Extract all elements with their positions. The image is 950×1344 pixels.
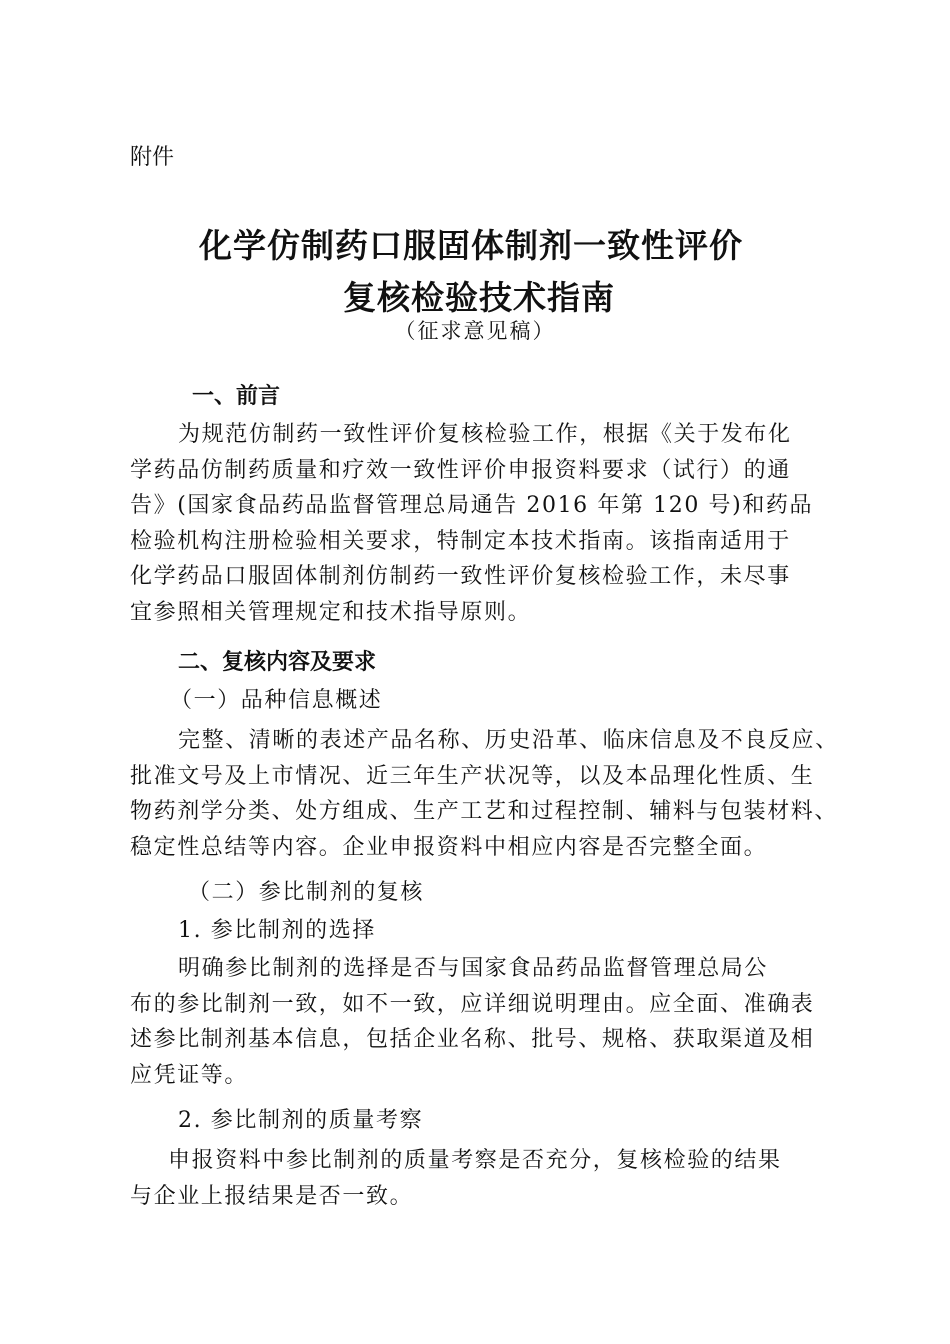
paragraph-line: 学药品仿制药质量和疗效一致性评价申报资料要求（试行）的通 [130,457,791,483]
section-2-sub-1-heading: （一）品种信息概述 [170,688,383,713]
paragraph-line: 检验机构注册检验相关要求，特制定本技术指南。该指南适用于 [130,528,791,554]
paragraph-line: 明确参比制剂的选择是否与国家食品药品监督管理总局公 [178,956,769,981]
paragraph-line: 申报资料中参比制剂的质量考察是否充分，复核检验的结果 [168,1148,782,1173]
item-1-heading: 1. 参比制剂的选择 [178,918,376,943]
section-2-sub-2-heading: （二）参比制剂的复核 [188,880,425,905]
section-2-sub-1-paragraph [130,724,839,866]
paragraph-line: 物药剂学分类、处方组成、生产工艺和过程控制、辅料与包装材料、 [130,799,839,824]
paragraph-line: 化学药品口服固体制剂仿制药一致性评价复核检验工作，未尽事 [130,564,791,589]
paragraph-line: 应凭证等。 [130,1062,249,1088]
section-1-paragraph [130,418,830,631]
attachment-label: 附件 [130,145,175,170]
document-title-line-2: 复核检验技术指南 [343,278,615,317]
document-subtitle: （征求意见稿） [394,319,556,343]
paragraph-line: 布的参比制剂一致，如不一致，应详细说明理由。应全面、准确表 [130,991,815,1017]
item-2-heading: 2. 参比制剂的质量考察 [178,1108,424,1133]
document-title-line-1: 化学仿制药口服固体制剂一致性评价 [199,226,743,265]
section-2-heading: 二、复核内容及要求 [178,650,377,675]
paragraph-line: 宜参照相关管理规定和技术指导原则。 [130,599,532,625]
paragraph-line: 述参比制剂基本信息，包括企业名称、批号、规格、获取渠道及相 [130,1027,815,1052]
item-1-paragraph [130,952,830,1094]
paragraph-line: 批准文号及上市情况、近三年生产状况等，以及本品理化性质、生 [130,763,815,789]
paragraph-line: 告》(国家食品药品监督管理总局通告 2016 年第 120 号)和药品 [130,493,814,518]
paragraph-line: 稳定性总结等内容。企业申报资料中相应内容是否完整全面。 [130,834,768,860]
section-1-heading: 一、前言 [192,384,281,409]
paragraph-line: 为规范仿制药一致性评价复核检验工作，根据《关于发布化 [178,422,792,447]
paragraph-line: 完整、清晰的表述产品名称、历史沿革、临床信息及不良反应、 [178,728,839,753]
item-2-paragraph [130,1144,830,1215]
paragraph-line: 与企业上报结果是否一致。 [130,1183,414,1209]
